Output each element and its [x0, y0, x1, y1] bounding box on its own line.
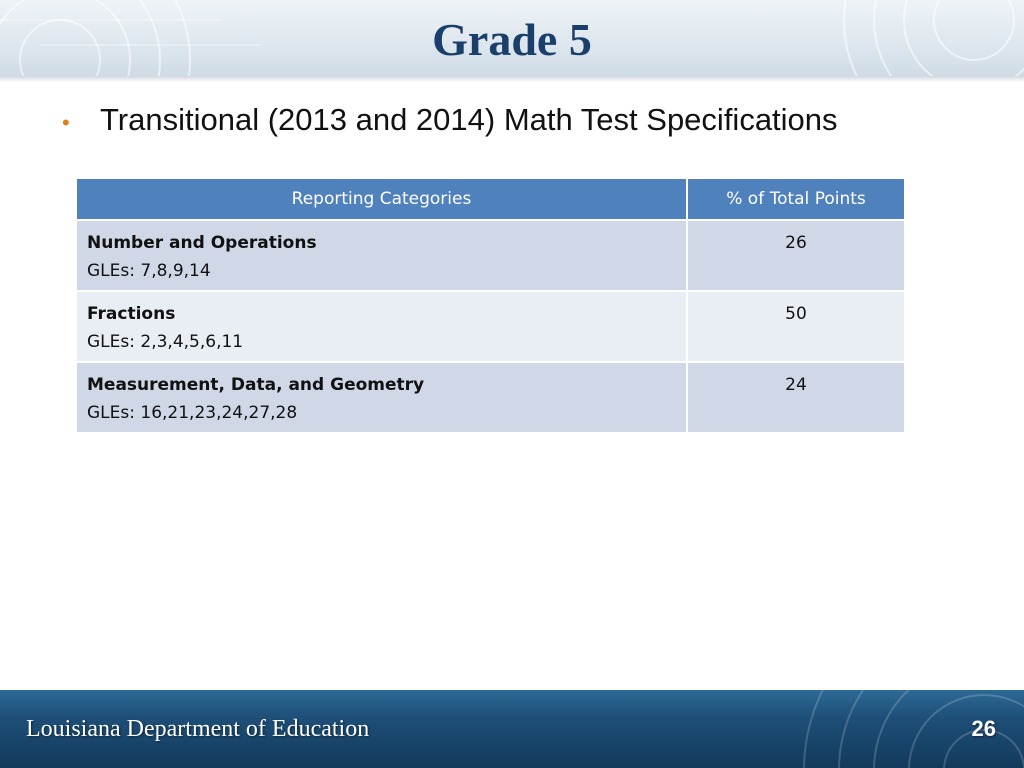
bullet-text: Transitional (2013 and 2014) Math Test Specifications: [100, 102, 838, 137]
category-name: Measurement, Data, and Geometry: [87, 375, 425, 395]
test-specifications-table: [77, 179, 904, 434]
footer-organization: Louisiana Department of Education: [26, 716, 370, 742]
header-shadow: [0, 76, 1024, 82]
table-row: [77, 362, 904, 433]
table-header-row: [77, 179, 904, 220]
header-reporting-categories: Reporting Categories: [77, 179, 687, 220]
category-gles: GLEs: 16,21,23,24,27,28: [87, 403, 298, 423]
points-cell: 50: [687, 291, 904, 362]
category-gles: GLEs: 7,8,9,14: [87, 261, 211, 281]
table-row: [77, 220, 904, 291]
header-percent-total-points: % of Total Points: [687, 179, 904, 220]
category-cell: [77, 362, 687, 433]
footer-decoration: [604, 690, 1024, 768]
bullet-marker: •: [62, 110, 70, 135]
category-name: Fractions: [87, 304, 176, 324]
category-name: Number and Operations: [87, 233, 317, 253]
category-cell: [77, 220, 687, 291]
category-cell: [77, 291, 687, 362]
points-cell: 24: [687, 362, 904, 433]
bullet-item: [62, 102, 838, 138]
category-gles: GLEs: 2,3,4,5,6,11: [87, 332, 244, 352]
slide-title: Grade 5: [432, 14, 592, 65]
table-row: [77, 291, 904, 362]
page-number: 26: [971, 716, 996, 741]
points-cell: 26: [687, 220, 904, 291]
